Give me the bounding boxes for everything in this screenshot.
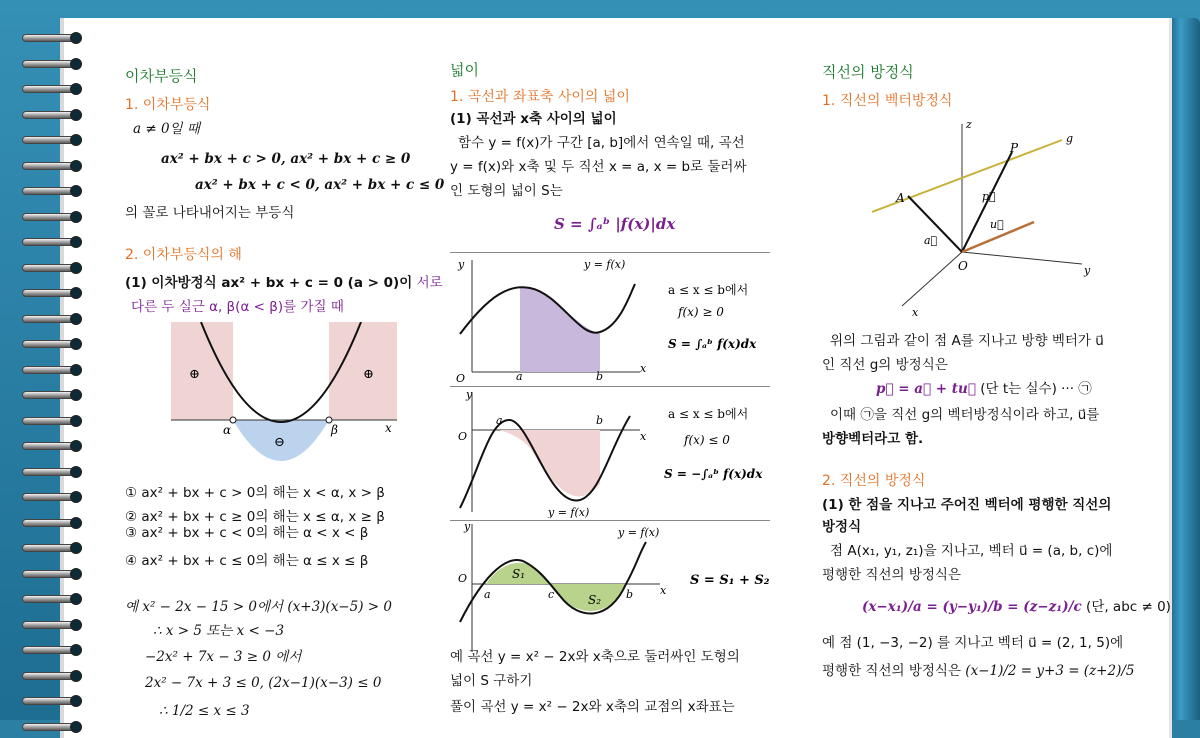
subsection-title: 2. 직선의 방정식	[822, 473, 926, 489]
area-formula: S = ∫ₐᵇ |f(x)|dx	[554, 215, 676, 233]
vector-a-label: a⃗	[924, 234, 938, 247]
example-line-5: ∴ 1/2 ≤ x ≤ 3	[159, 703, 250, 719]
x-label: x	[912, 306, 919, 319]
spiral-ring	[22, 721, 82, 733]
vector-u-label: u⃗	[990, 218, 1004, 231]
x-axis	[902, 252, 962, 306]
curve-label: y = f(x)	[584, 258, 626, 271]
subsection-title: 1. 이차부등식	[125, 97, 211, 113]
x-label: x	[640, 430, 647, 443]
spiral-ring	[22, 287, 82, 299]
example-equation: (x−1)/2 = y+3 = (z+2)/5	[965, 663, 1135, 679]
spiral-ring	[22, 491, 82, 503]
line-equation: (x−x₁)/a = (y−y₁)/b = (z−z₁)/c	[862, 599, 1082, 615]
graph-mixed-area	[450, 522, 770, 662]
paragraph-line: 평행한 직선의 방정식은	[822, 567, 961, 583]
c-label: c	[548, 588, 555, 601]
subsection-title: 1. 곡선과 좌표축 사이의 넓이	[450, 89, 630, 105]
spiral-ring	[22, 389, 82, 401]
example-line-2: 평행한 직선의 방정식은	[822, 663, 961, 679]
shaded-area	[500, 430, 600, 496]
subsection-title: 1. 직선의 벡터방정식	[822, 93, 953, 109]
section-heading: 이차부등식	[125, 67, 198, 85]
b-label: b	[596, 370, 604, 383]
sum-formula: S = S₁ + S₂	[690, 573, 770, 588]
item-label: 방정식	[822, 519, 862, 535]
parabola-graph	[171, 322, 397, 472]
item-highlight: 다른 두 실근 α, β(α < β)를 가질 때	[131, 299, 344, 315]
a-label: a	[484, 588, 491, 601]
b-label: b	[626, 588, 634, 601]
solution-3: ③ ax² + bx + c < 0의 해는 α < x < β	[125, 525, 369, 541]
spiral-ring	[22, 185, 82, 197]
spiral-ring	[22, 338, 82, 350]
a-label: a	[516, 370, 523, 383]
z-label: z	[966, 118, 972, 131]
spiral-ring	[22, 160, 82, 172]
y-label: y	[464, 522, 471, 533]
origin-label: O	[458, 430, 468, 443]
point-p-label: P	[1010, 141, 1019, 155]
spiral-ring	[22, 542, 82, 554]
solution-1: ① ax² + bx + c > 0의 해는 x < α, x > β	[125, 485, 385, 501]
spiral-ring	[22, 517, 82, 529]
spiral-ring	[22, 236, 82, 248]
spiral-ring	[22, 134, 82, 146]
condition-2: f(x) ≥ 0	[678, 305, 724, 319]
paragraph-line: 점 A(x₁, y₁, z₁)을 지나고, 벡터 u⃗ = (a, b, c)에	[830, 543, 1113, 559]
spiral-ring	[22, 313, 82, 325]
s1-label: S₁	[512, 567, 526, 581]
condition-3: S = ∫ₐᵇ f(x)dx	[668, 337, 757, 351]
vector-line-diagram	[872, 116, 1132, 326]
curve-label: y = f(x)	[618, 526, 660, 539]
origin-label: O	[958, 259, 968, 273]
x-label: x	[385, 421, 392, 435]
spiral-ring	[22, 58, 82, 70]
y-label: y	[458, 258, 465, 271]
paragraph-line: 위의 그림과 같이 점 A를 지나고 방향 벡터가 u⃗	[830, 333, 1104, 349]
example-line-4: 2x² − 7x + 3 ≤ 0, (2x−1)(x−3) ≤ 0	[145, 675, 382, 691]
paragraph-line: 방향벡터라고 함.	[822, 431, 924, 447]
spiral-ring	[22, 109, 82, 121]
equation-note: (단 t는 실수) ··· ㉠	[980, 381, 1092, 397]
example-line-1: 예 곡선 y = x² − 2x와 x축으로 둘러싸인 도형의	[450, 649, 740, 665]
y-axis	[962, 252, 1082, 264]
s2-label: S₂	[588, 593, 602, 607]
spiral-ring	[22, 670, 82, 682]
spiral-ring	[22, 211, 82, 223]
example-line-2: ∴ x > 5 또는 x < −3	[153, 623, 285, 639]
section-heading: 넓이	[450, 61, 479, 79]
x-label: x	[640, 362, 647, 375]
line-g-label: g	[1066, 132, 1074, 145]
y-label: y	[1084, 264, 1091, 277]
condition-1: a ≤ x ≤ b에서	[668, 283, 749, 297]
spiral-ring	[22, 619, 82, 631]
a-label: a	[496, 414, 503, 427]
spiral-ring	[22, 415, 82, 427]
vector-equation: p⃗ = a⃗ + tu⃗	[876, 381, 976, 397]
curve-label: y = f(x)	[548, 506, 590, 518]
subsection-title: 2. 이차부등식의 해	[125, 247, 242, 263]
paragraph-line: 인 도형의 넓이 S는	[450, 183, 563, 199]
spiral-ring	[22, 644, 82, 656]
b-label: b	[596, 414, 604, 427]
x-label: x	[660, 584, 667, 597]
graph-positive-area	[450, 254, 770, 384]
spiral-binding	[0, 0, 110, 720]
definition-text: 의 꼴로 나타내어지는 부등식	[125, 205, 295, 221]
minus-sign: ⊖	[274, 435, 285, 450]
spiral-ring	[22, 32, 82, 44]
solution-line: 풀이 곡선 y = x² − 2x와 x축의 교점의 x좌표는	[450, 699, 735, 715]
example-line-1: 예 점 (1, −3, −2) 를 지나고 벡터 u⃗ = (2, 1, 5)에	[822, 635, 1124, 651]
equation-note: (단, abc ≠ 0)	[1086, 599, 1171, 615]
condition-1: a ≤ x ≤ b에서	[668, 407, 749, 421]
item-label: (1) 이차방정식 ax² + bx + c = 0 (a > 0)이	[125, 275, 413, 291]
spiral-ring	[22, 568, 82, 580]
origin-label: O	[458, 572, 468, 585]
inequality-line-1: ax² + bx + c > 0, ax² + bx + c ≥ 0	[161, 151, 411, 167]
item-label: (1) 한 점을 지나고 주어진 벡터에 평행한 직선의	[822, 497, 1112, 513]
condition-2: f(x) ≤ 0	[684, 433, 730, 447]
spiral-ring	[22, 364, 82, 376]
item-highlight: 서로	[416, 275, 443, 291]
example-line-2: 넓이 S 구하기	[450, 673, 533, 689]
origin-label: O	[456, 372, 466, 384]
spiral-ring	[22, 440, 82, 452]
spiral-ring	[22, 593, 82, 605]
inequality-line-2: ax² + bx + c < 0, ax² + bx + c ≤ 0	[195, 177, 445, 193]
spiral-ring	[22, 262, 82, 274]
vector-p-label: p⃗	[982, 190, 996, 203]
paragraph-line: 인 직선 g의 방정식은	[822, 357, 948, 373]
plus-sign-right: ⊕	[363, 367, 374, 382]
beta-label: β	[331, 423, 338, 437]
point-a-label: A	[896, 191, 905, 205]
paragraph-line: 이때 ㉠을 직선 g의 벡터방정식이라 하고, u⃗를	[830, 407, 1100, 423]
alpha-label: α	[223, 423, 232, 437]
paragraph-line: 함수 y = f(x)가 구간 [a, b]에서 연속일 때, 곡선	[458, 135, 745, 151]
graph-negative-area	[450, 388, 770, 518]
notebook-cover-edge	[1168, 18, 1200, 720]
condition-text: a ≠ 0일 때	[133, 121, 200, 137]
example-line-3: −2x² + 7x − 3 ≥ 0 에서	[145, 649, 302, 665]
solution-4: ④ ax² + bx + c ≤ 0의 해는 α ≤ x ≤ β	[125, 553, 369, 569]
example-line-1: 예 x² − 2x − 15 > 0에서 (x+3)(x−5) > 0	[125, 599, 392, 615]
solution-2: ② ax² + bx + c ≥ 0의 해는 x ≤ α, x ≥ β	[125, 509, 385, 525]
y-label: y	[466, 388, 473, 401]
plus-sign-left: ⊕	[189, 367, 200, 382]
section-heading: 직선의 방정식	[822, 63, 914, 81]
spiral-ring	[22, 83, 82, 95]
item-label: (1) 곡선과 x축 사이의 넓이	[450, 111, 617, 127]
condition-3: S = −∫ₐᵇ f(x)dx	[664, 467, 763, 481]
spiral-ring	[22, 695, 82, 707]
paragraph-line: y = f(x)와 x축 및 두 직선 x = a, x = b로 둘러싸	[450, 159, 747, 175]
spiral-ring	[22, 466, 82, 478]
